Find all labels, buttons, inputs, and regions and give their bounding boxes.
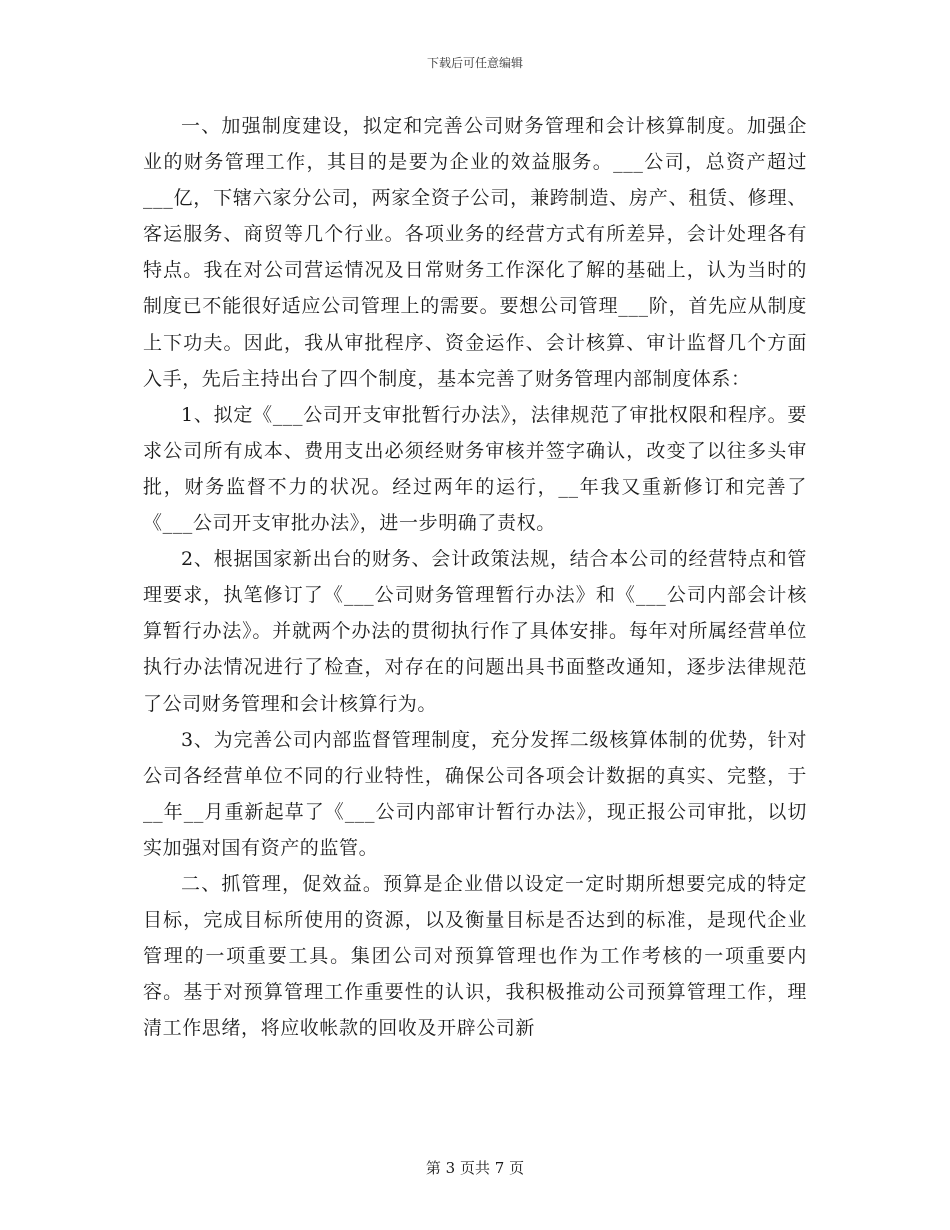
- page-number: 第 3 页共 7 页: [425, 1159, 525, 1177]
- paragraph-audit-measures: 3、为完善公司内部监督管理制度，充分发挥二级核算体制的优势，针对公司各经营单位不同的行业特性，确保公司各项会计数据的真实、完整，于__年__月重新起草了《___公司内部审计暂行办法》，现正报公司审批，以切实加强对国有资产的监管。: [143, 728, 807, 859]
- header-note: 下载后可任意编辑: [426, 56, 523, 70]
- paragraph-financial-measures: 2、根据国家新出台的财务、会计政策法规，结合本公司的经营特点和管理要求，执笔修订了《___公司财务管理暂行办法》和《___公司内部会计核算暂行办法》。并就两个办法的贯彻执行作了具体安排。每年对所属经营单位执行办法情况进行了检查，对存在的问题出具书面整改通知，逐步法律规范了公司财务管理和会计核算行为。: [143, 548, 807, 715]
- paragraph-approval-measures: 1、拟定《___公司开支审批暂行办法》，法律规范了审批权限和程序。要求公司所有成本、费用支出必须经财务审核并签字确认，改变了以往多头审批，财务监督不力的状况。经过两年的运行，__年我又重新修订和完善了《___公司开支审批办法》，进一步明确了责权。: [143, 403, 807, 535]
- document-body: [143, 108, 807, 1046]
- paragraph-budget-management: 二、抓管理，促效益。预算是企业借以设定一定时期所想要完成的特定目标，完成目标所使用的资源，以及衡量目标是否达到的标准，是现代企业管理的一项重要工具。集团公司对预算管理也作为工作考核的一项重要内容。基于对预算管理工作重要性的认识，我积极推动公司预算管理工作，理清工作思绪，将应收帐款的回收及开辟公司新: [143, 872, 807, 1040]
- paragraph-system-building: 一、加强制度建设，拟定和完善公司财务管理和会计核算制度。加强企业的财务管理工作，其目的是要为企业的效益服务。___公司，总资产超过___亿，下辖六家分公司，两家全资子公司，兼跨制造、房产、租赁、修理、客运服务、商贸等几个行业。各项业务的经营方式有所差异，会计处理各有特点。我在对公司营运情况及日常财务工作深化了解的基础上，认为当时的制度已不能很好适应公司管理上的需要。要想公司管理___阶，首先应从制度上下功夫。因此，我从审批程序、资金运作、会计核算、审计监督几个方面入手，先后主持出台了四个制度，基本完善了财务管理内部制度体系：: [143, 115, 807, 390]
